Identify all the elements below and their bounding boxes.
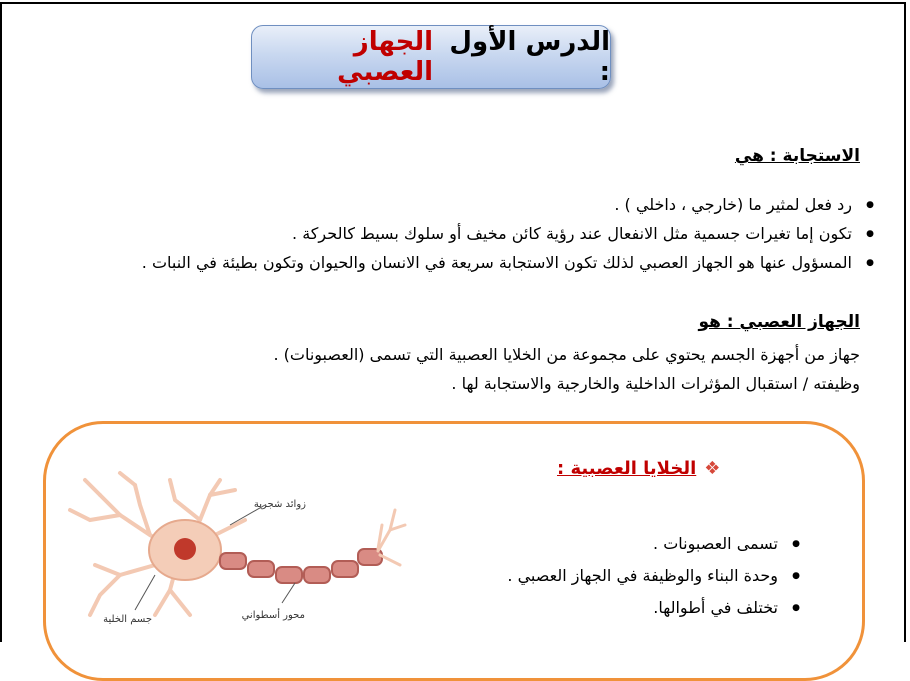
list-item: ● وحدة البناء والوظيفة في الجهاز العصبي . — [507, 560, 800, 592]
leader-line — [282, 583, 295, 603]
nucleus — [174, 538, 196, 560]
lesson-title-topic: الجهاز العصبي — [337, 27, 434, 87]
nervous-system-function: وظيفته / استقبال المؤثرات الداخلية والخارجية والاستجابة لها . — [451, 374, 860, 393]
nerve-cells-title: الخلايا العصبية : — [557, 458, 697, 479]
list-item: ● تختلف في أطوالها. — [507, 592, 800, 624]
nervous-system-heading: الجهاز العصبي : هو — [698, 312, 860, 332]
axon-label: محور أسطواني — [241, 610, 305, 621]
lesson-title-prefix: الدرس الأول : — [449, 27, 610, 87]
lesson-title-box — [251, 25, 611, 89]
cell-body-label: جسم الخلية — [103, 614, 152, 625]
list-item: ● رد فعل لمثير ما (خارجي ، داخلي ) . — [142, 190, 874, 219]
nerve-cells-heading — [557, 458, 720, 479]
axon-terminals — [378, 510, 405, 565]
list-item: ● تكون إما تغيرات جسمية مثل الانفعال عند رؤية كائن مخيف أو سلوك بسيط كالحركة . — [142, 219, 874, 248]
nervous-system-definition: جهاز من أجهزة الجسم يحتوي على مجموعة من الخلايا العصبية التي تسمى (العصبونات) . — [273, 345, 860, 364]
diamond-bullet-icon: ❖ — [704, 458, 721, 479]
leader-line — [135, 575, 155, 610]
list-item: ● تسمى العصبونات . — [507, 528, 800, 560]
list-item: ● المسؤول عنها هو الجهاز العصبي لذلك تكون الاستجابة سريعة في الانسان والحيوان وتكون بطيئة في النبات . — [142, 248, 874, 277]
axon-myelin-sheath — [220, 549, 382, 583]
neuron-diagram — [60, 465, 410, 630]
response-heading: الاستجابة : هي — [734, 146, 860, 166]
dendrites-label: زوائد شجرية — [253, 499, 306, 510]
response-bullet-list — [142, 190, 874, 277]
nerve-cells-bullet-list — [507, 528, 800, 624]
